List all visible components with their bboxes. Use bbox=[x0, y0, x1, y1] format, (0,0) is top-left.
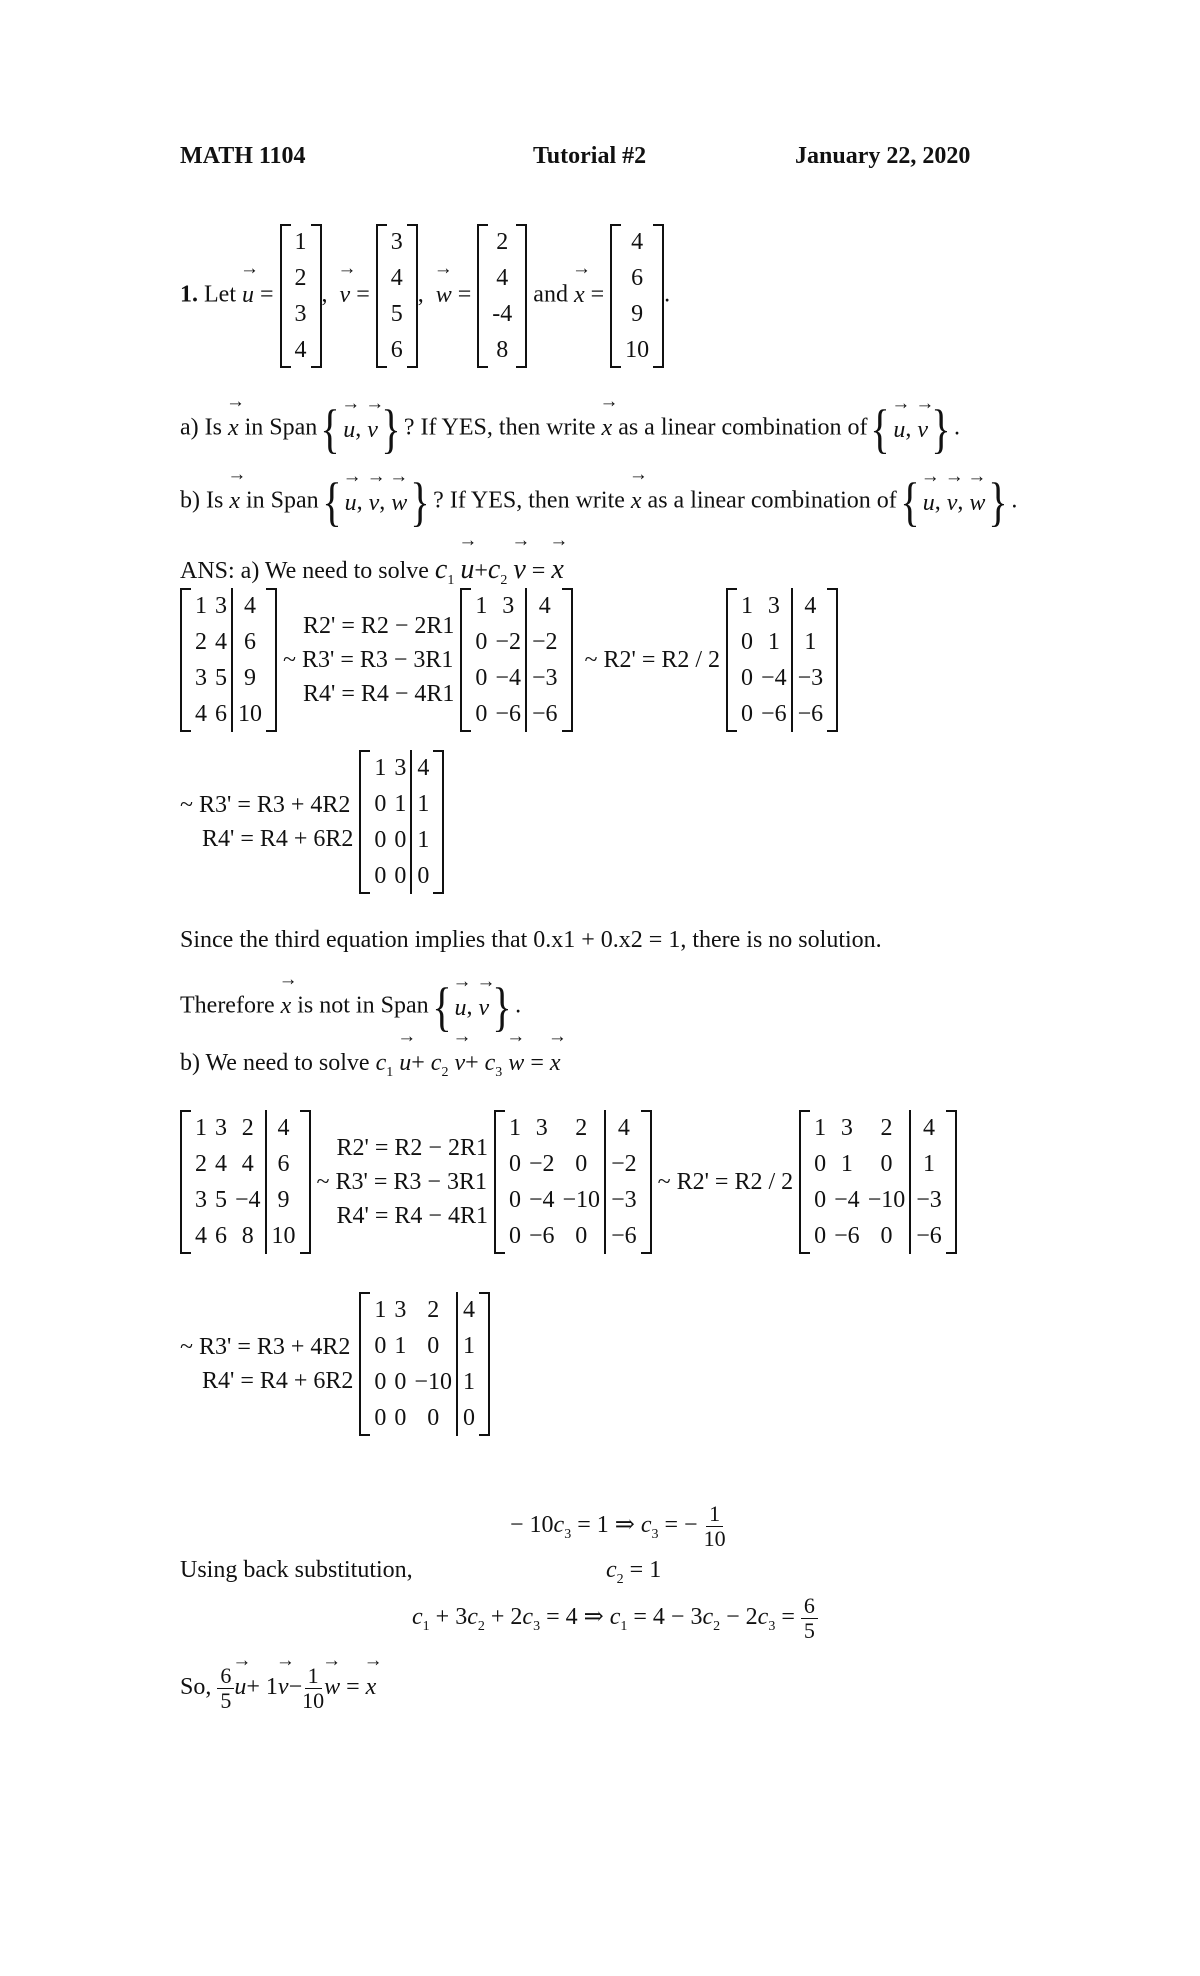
matrix-cell: −3 bbox=[792, 660, 828, 696]
vector-u bbox=[280, 224, 322, 368]
matrix-cell: 6 bbox=[232, 624, 266, 660]
matrix-cell: 0 bbox=[575, 1150, 588, 1177]
matrix-cell: −3 bbox=[910, 1182, 946, 1218]
tutorial-title: Tutorial #2 bbox=[533, 143, 647, 169]
matrix-cell: 4 bbox=[294, 336, 307, 363]
tutorial-date: January 22, 2020 bbox=[795, 143, 971, 169]
matrix-cell: 2 bbox=[575, 1114, 588, 1141]
matrix-cell: 0 bbox=[814, 1150, 827, 1177]
matrix-cell: 0 bbox=[475, 628, 488, 655]
matrix-cell: −6 bbox=[834, 1222, 860, 1249]
matrix-cell: 10 bbox=[232, 696, 266, 732]
answer-a-intro: ANS: a) We need to solve $c_1 \to u+c_2 \to v$ = → x bbox=[180, 552, 564, 589]
matrix-cell: 8 bbox=[496, 336, 509, 363]
matrix-cell: 1 bbox=[840, 1150, 853, 1177]
matrix-cell: 1 bbox=[394, 790, 407, 817]
row-op-b2: ~ R2' = R2 / 2 bbox=[657, 1169, 794, 1195]
matrix-cell: 3 bbox=[502, 592, 515, 619]
matrix-cell: 2 bbox=[496, 228, 509, 255]
matrix-cell: 2 bbox=[195, 1150, 207, 1177]
matrix-cell: −2 bbox=[526, 624, 562, 660]
matrix-cell: -4 bbox=[492, 300, 513, 327]
matrix-cell: 0 bbox=[374, 1368, 387, 1395]
matrix-cell: 0 bbox=[880, 1222, 893, 1249]
matrix-cell: 1 bbox=[195, 592, 207, 619]
fraction-6-5: $\frac{6}{5}$ bbox=[801, 1594, 818, 1643]
matrix-cell: −6 bbox=[526, 696, 562, 732]
equation-c3: − $10c_3 = 1$ ⇒ $c_3$ = − $\frac{1}{10}$ bbox=[510, 1501, 726, 1552]
matrix-cell: 4 bbox=[215, 628, 227, 655]
matrix-cell: 9 bbox=[266, 1182, 300, 1218]
matrix-cell: −4 bbox=[495, 664, 521, 691]
matrix-cell: −4 bbox=[761, 664, 787, 691]
matrix-cell: 0 bbox=[374, 862, 387, 889]
equation-c2: $c_2 = 1$ bbox=[606, 1557, 662, 1587]
answer-b-reduction-row1 bbox=[180, 1110, 957, 1254]
vector-x bbox=[610, 224, 664, 368]
matrix-cell: 1 bbox=[457, 1328, 479, 1364]
matrix-cell: 10 bbox=[266, 1218, 300, 1254]
matrix-cell: −2 bbox=[605, 1146, 641, 1182]
matrix-cell: 1 bbox=[457, 1364, 479, 1400]
matrix-cell: −6 bbox=[605, 1218, 641, 1254]
matrix-cell: 3 bbox=[195, 664, 207, 691]
matrix-cell: 3 bbox=[390, 228, 403, 255]
matrix-cell: 0 bbox=[814, 1222, 827, 1249]
vector-w bbox=[477, 224, 527, 368]
matrix-cell: 4 bbox=[195, 1222, 207, 1249]
matrix-b2 bbox=[494, 1110, 652, 1254]
row-ops-a1: R2' = R2 − 2R1 ~ R3' = R3 − 3R1 R4' = R4 − 4R1 bbox=[283, 613, 455, 707]
matrix-cell: 5 bbox=[215, 1186, 227, 1213]
matrix-cell: 4 bbox=[390, 264, 403, 291]
matrix-cell: 0 bbox=[814, 1186, 827, 1213]
matrix-cell: 0 bbox=[394, 1404, 407, 1431]
matrix-cell: 3 bbox=[215, 1114, 227, 1141]
matrix-cell: 3 bbox=[215, 592, 227, 619]
matrix-cell: −6 bbox=[910, 1218, 946, 1254]
matrix-cell: −4 bbox=[834, 1186, 860, 1213]
matrix-cell: 0 bbox=[741, 664, 754, 691]
matrix-cell: −6 bbox=[792, 696, 828, 732]
conclusion-no-solution: Since the third equation implies that 0.x1 + 0.x2 = 1, there is no solution. bbox=[180, 927, 882, 953]
matrix-cell: −6 bbox=[761, 700, 787, 727]
matrix-cell: 1 bbox=[294, 228, 307, 255]
matrix-cell: −6 bbox=[495, 700, 521, 727]
matrix-cell: 4 bbox=[496, 264, 509, 291]
matrix-b4 bbox=[359, 1292, 490, 1436]
matrix-cell: 1 bbox=[475, 592, 488, 619]
matrix-b1 bbox=[180, 1110, 311, 1254]
matrix-cell: 0 bbox=[575, 1222, 588, 1249]
matrix-cell: 0 bbox=[394, 1368, 407, 1395]
answer-b-reduction-row2 bbox=[180, 1292, 490, 1436]
matrix-cell: 4 bbox=[792, 588, 828, 624]
matrix-cell: 1 bbox=[394, 1332, 407, 1359]
matrix-cell: 4 bbox=[605, 1110, 641, 1146]
question-number: 1. bbox=[180, 281, 198, 308]
matrix-cell: 10 bbox=[625, 336, 650, 363]
matrix-cell: 9 bbox=[631, 300, 644, 327]
back-substitution-label: Using back substitution, bbox=[180, 1557, 413, 1583]
matrix-cell: 4 bbox=[266, 1110, 300, 1146]
matrix-cell: 3 bbox=[840, 1114, 853, 1141]
matrix-cell: 2 bbox=[294, 264, 307, 291]
matrix-cell: 5 bbox=[215, 664, 227, 691]
row-ops-a3: ~ R3' = R3 + 4R2 R4' = R4 + 6R2 bbox=[180, 792, 354, 852]
matrix-cell: 3 bbox=[294, 300, 307, 327]
matrix-cell: −3 bbox=[605, 1182, 641, 1218]
matrix-cell: 9 bbox=[232, 660, 266, 696]
fraction-1-10: $\frac{1}{10}$ bbox=[703, 1501, 726, 1552]
matrix-cell: 4 bbox=[457, 1292, 479, 1328]
matrix-cell: 6 bbox=[215, 1222, 227, 1249]
matrix-cell: 6 bbox=[390, 336, 403, 363]
matrix-cell: 0 bbox=[411, 858, 433, 894]
matrix-cell: 1 bbox=[741, 592, 754, 619]
matrix-cell: −10 bbox=[867, 1186, 906, 1213]
course-code: MATH 1104 bbox=[180, 143, 306, 169]
matrix-cell: 1 bbox=[508, 1114, 521, 1141]
let-label: Let bbox=[204, 281, 236, 308]
matrix-cell: 0 bbox=[427, 1332, 440, 1359]
matrix-b3 bbox=[799, 1110, 957, 1254]
matrix-cell: 3 bbox=[394, 754, 407, 781]
answer-b-intro: b) We need to solve $c_1 \to u+ c_2 \to v+ c_3 \to w$ = → x bbox=[180, 1048, 561, 1081]
matrix-cell: −4 bbox=[235, 1186, 261, 1213]
matrix-cell: 0 bbox=[374, 1404, 387, 1431]
matrix-a1 bbox=[180, 588, 277, 732]
matrix-cell: 5 bbox=[390, 300, 403, 327]
matrix-cell: −4 bbox=[528, 1186, 555, 1213]
matrix-cell: 0 bbox=[508, 1222, 521, 1249]
matrix-cell: 0 bbox=[427, 1404, 440, 1431]
matrix-cell: 1 bbox=[195, 1114, 207, 1141]
matrix-cell: 2 bbox=[241, 1114, 254, 1141]
matrix-cell: 2 bbox=[195, 628, 207, 655]
matrix-cell: 0 bbox=[508, 1186, 521, 1213]
matrix-cell: 1 bbox=[411, 786, 433, 822]
matrix-cell: 8 bbox=[241, 1222, 254, 1249]
answer-a-reduction-row2 bbox=[180, 750, 444, 894]
matrix-cell: 1 bbox=[814, 1114, 827, 1141]
matrix-cell: 4 bbox=[411, 750, 433, 786]
matrix-cell: 4 bbox=[232, 588, 266, 624]
equation-c1: $c_1 + 3c_2 + 2c_3 = 4$ ⇒ $c_1 = 4 - 3c_2 - 2c_3$ = $\frac{6}{5}$ bbox=[412, 1594, 818, 1643]
matrix-a4 bbox=[359, 750, 444, 894]
matrix-cell: 1 bbox=[374, 1296, 387, 1323]
matrix-cell: 0 bbox=[374, 790, 387, 817]
matrix-cell: 4 bbox=[241, 1150, 254, 1177]
matrix-cell: 0 bbox=[374, 1332, 387, 1359]
matrix-cell: 4 bbox=[910, 1110, 946, 1146]
matrix-cell: 0 bbox=[880, 1150, 893, 1177]
question-1-definitions: 1. Let → u = 1 2 3 4 , → v = 3 4 5 6 , → w = 2 4 -4 8 and → x = 4 6 9 10 . bbox=[180, 224, 670, 368]
matrix-cell: 6 bbox=[215, 700, 227, 727]
matrix-cell: −10 bbox=[562, 1186, 601, 1213]
matrix-cell: 1 bbox=[411, 822, 433, 858]
matrix-cell: 0 bbox=[475, 700, 488, 727]
row-ops-b3: ~ R3' = R3 + 4R2 R4' = R4 + 6R2 bbox=[180, 1334, 354, 1394]
matrix-cell: 4 bbox=[526, 588, 562, 624]
matrix-cell: 4 bbox=[631, 228, 644, 255]
row-op-a2: ~ R2' = R2 / 2 bbox=[584, 647, 721, 673]
matrix-cell: 4 bbox=[195, 700, 207, 727]
matrix-cell: 3 bbox=[767, 592, 780, 619]
matrix-cell: 0 bbox=[457, 1400, 479, 1436]
row-ops-b1: R2' = R2 − 2R1 ~ R3' = R3 − 3R1 R4' = R4 − 4R1 bbox=[316, 1135, 488, 1229]
matrix-cell: 0 bbox=[374, 826, 387, 853]
matrix-cell: 3 bbox=[535, 1114, 548, 1141]
vector-v bbox=[376, 224, 418, 368]
matrix-cell: 3 bbox=[195, 1186, 207, 1213]
matrix-cell: 0 bbox=[394, 862, 407, 889]
answer-a-reduction-row1 bbox=[180, 588, 838, 732]
matrix-cell: 1 bbox=[767, 628, 780, 655]
matrix-cell: −3 bbox=[526, 660, 562, 696]
matrix-cell: −6 bbox=[528, 1222, 555, 1249]
matrix-cell: 2 bbox=[427, 1296, 440, 1323]
matrix-cell: 0 bbox=[508, 1150, 521, 1177]
part-b-question: b) Is → x in Span { → u , → v , → w } ? If YES, then write → x as a linear combination of { → u , → v , → w } . bbox=[180, 475, 1017, 529]
matrix-cell: −2 bbox=[495, 628, 521, 655]
matrix-cell: 6 bbox=[266, 1146, 300, 1182]
matrix-cell: 0 bbox=[394, 826, 407, 853]
matrix-cell: 1 bbox=[374, 754, 387, 781]
matrix-cell: 1 bbox=[910, 1146, 946, 1182]
matrix-cell: 4 bbox=[215, 1150, 227, 1177]
matrix-cell: 2 bbox=[880, 1114, 893, 1141]
conclusion-not-in-span: Therefore → x is not in Span { → u , → v } . bbox=[180, 980, 521, 1034]
final-combination: So, $\frac{6}{5}$ → u+ 1→ v− $\frac{1}{10}$ → w = → x bbox=[180, 1664, 376, 1713]
matrix-a3 bbox=[726, 588, 838, 732]
matrix-cell: 0 bbox=[741, 700, 754, 727]
matrix-cell: 3 bbox=[394, 1296, 407, 1323]
part-a-question: a) Is → x in Span { → u , → v } ? If YES, then write → x as a linear combination of { → u , → v } . bbox=[180, 402, 960, 456]
matrix-a2 bbox=[460, 588, 572, 732]
matrix-cell: 1 bbox=[792, 624, 828, 660]
matrix-cell: 0 bbox=[741, 628, 754, 655]
matrix-cell: −2 bbox=[528, 1150, 555, 1177]
matrix-cell: −10 bbox=[414, 1368, 452, 1395]
matrix-cell: 6 bbox=[631, 264, 644, 291]
and-label: and bbox=[533, 281, 568, 308]
matrix-cell: 0 bbox=[475, 664, 488, 691]
